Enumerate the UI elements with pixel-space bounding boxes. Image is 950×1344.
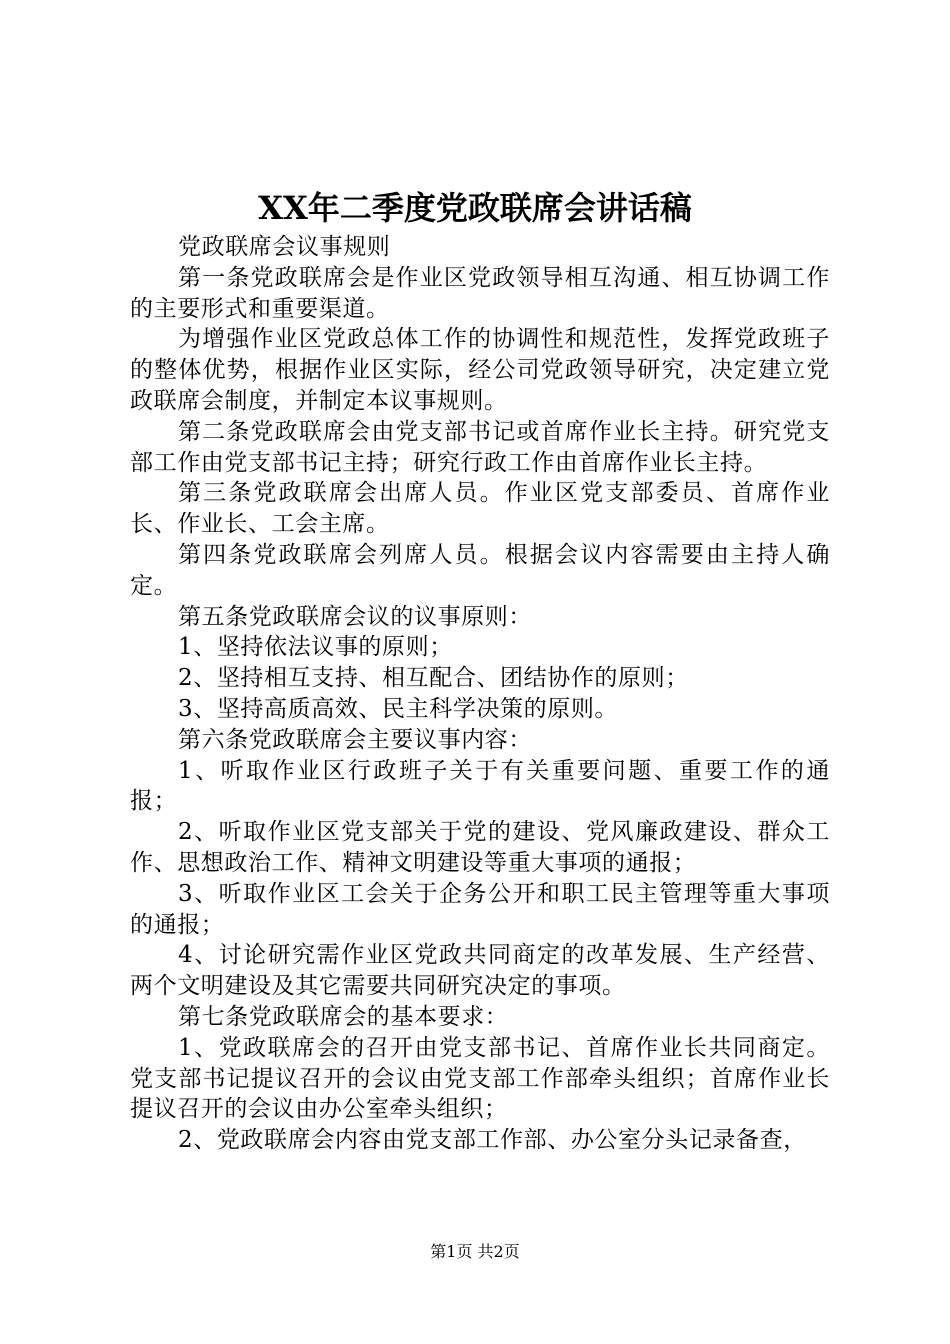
paragraph: 1、坚持依法议事的原则； <box>178 634 453 661</box>
paragraph: 1、党政联席会的召开由党支部书记、首席作业长共同商定。党支部书记提议召开的会议由党支部工作部牵头组织；首席作业长提议召开的会议由办公室牵头组织； <box>130 1034 830 1123</box>
paragraph: 第五条党政联席会议的议事原则： <box>178 603 532 630</box>
paragraph: 2、听取作业区党支部关于党的建设、党风廉政建设、群众工作、思想政治工作、精神文明建设等重大事项的通报； <box>130 819 830 876</box>
paragraph: 3、坚持高质高效、民主科学决策的原则。 <box>178 695 619 722</box>
paragraph: 党政联席会议事规则 <box>178 234 391 260</box>
paragraph: 4、讨论研究需作业区党政共同商定的改革发展、生产经营、两个文明建设及其它需要共同研究决定的事项。 <box>130 942 830 1000</box>
paragraph: 2、党政联席会内容由党支部工作部、办公室分头记录备查， <box>178 1127 807 1154</box>
paragraph: 第七条党政联席会的基本要求： <box>178 1003 509 1030</box>
paragraph: 3、听取作业区工会关于企务公开和职工民主管理等重大事项的通报； <box>130 880 830 938</box>
document-body <box>130 232 830 1156</box>
paragraph: 第二条党政联席会由党支部书记或首席作业长主持。研究党支部工作由党支部书记主持；研究行政工作由首席作业长主持。 <box>130 418 830 476</box>
paragraph: 第一条党政联席会是作业区党政领导相互沟通、相互协调工作的主要形式和重要渠道。 <box>130 264 830 322</box>
paragraph: 1、听取作业区行政班子关于有关重要问题、重要工作的通报； <box>130 757 830 815</box>
paragraph: 第六条党政联席会主要议事内容： <box>178 726 532 753</box>
document-title: XX年二季度党政联席会讲话稿 <box>258 189 692 227</box>
paragraph: 2、坚持相互支持、相互配合、团结协作的原则； <box>178 665 689 692</box>
paragraph: 第四条党政联席会列席人员。根据会议内容需要由主持人确定。 <box>130 541 830 599</box>
page-number: 第1页 共2页 <box>430 1242 520 1261</box>
paragraph: 为增强作业区党政总体工作的协调性和规范性，发挥党政班子的整体优势，根据作业区实际，经公司党政领导研究，决定建立党政联席会制度，并制定本议事规则。 <box>130 326 830 414</box>
paragraph: 第三条党政联席会出席人员。作业区党支部委员、首席作业长、作业长、工会主席。 <box>130 480 830 538</box>
